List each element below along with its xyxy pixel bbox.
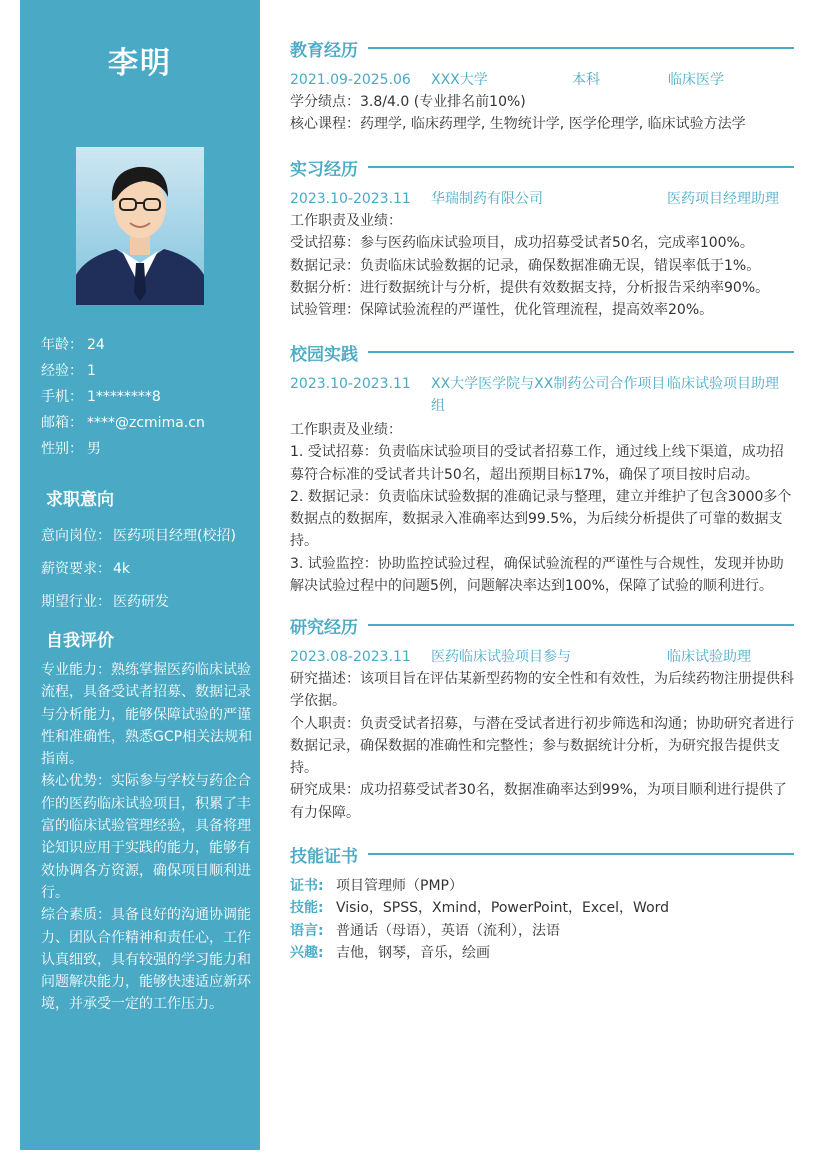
body-line: 数据记录：负责临床试验数据的记录，确保数据准确无误，错误率低于1%。 — [290, 257, 761, 274]
section-header — [290, 35, 794, 61]
intent-value: 医药项目经理(校招) — [113, 528, 236, 544]
entry-company: 华瑞制药有限公司 — [431, 191, 543, 207]
info-row-email — [41, 412, 251, 438]
info-value: ****@zcmima.cn — [87, 415, 205, 431]
education-section — [290, 35, 794, 136]
intent-value: 4k — [113, 561, 131, 577]
skill-row-hobbies — [290, 942, 794, 964]
self-eval-paragraph: 综合素质：具备良好的沟通协调能力、团队合作精神和责任心，工作认真细致，具有较强的学习能力和问题解决能力，能够快速适应新环境，并承受一定的工作压力。 — [41, 907, 251, 1013]
intent-label: 意向岗位： — [41, 528, 111, 544]
body-line: 工作职责及业绩： — [290, 213, 402, 229]
portrait-image — [76, 147, 204, 305]
info-row-experience — [41, 360, 251, 386]
entry-body — [290, 419, 794, 597]
section-title: 技能证书 — [290, 846, 358, 867]
research-section — [290, 612, 794, 824]
body-line: 2. 数据记录：负责临床试验数据的准确记录与整理，建立并维护了包含3000多个数据点的数据库，数据录入准确率达到99.5%，为后续分析提供了可靠的数据支持。 — [290, 488, 792, 550]
info-value: 24 — [87, 337, 105, 353]
internship-section — [290, 154, 794, 321]
info-label: 性别： — [41, 441, 83, 457]
body-line: 研究描述：该项目旨在评估某新型药物的安全性和有效性，为后续药物注册提供科学依据。 — [290, 671, 794, 710]
intent-row-industry — [41, 591, 251, 624]
info-value: 1********8 — [87, 389, 161, 405]
info-label: 邮箱： — [41, 415, 83, 431]
info-row-age — [41, 334, 251, 360]
self-eval-paragraph: 核心优势：实际参与学校与药企合作的医药临床试验项目，积累了丰富的临床试验管理经验，具备将理论知识应用于实践的能力，能够有效协调各方资源，确保项目顺利进行。 — [41, 773, 251, 901]
entry-degree: 本科 — [572, 72, 600, 88]
section-divider — [368, 624, 794, 626]
skill-label: 证书: — [290, 878, 324, 894]
skills-list — [290, 875, 794, 964]
body-line: 受试招募：参与医药临床试验项目，成功招募受试者50名，完成率100%。 — [290, 235, 754, 252]
entry-role: 医药项目经理助理 — [667, 191, 779, 207]
entry-date: 2023.10-2023.11 — [290, 376, 411, 392]
section-header — [290, 841, 794, 867]
body-line: 3. 试验监控：协助监控试验过程，确保试验流程的严谨性与合规性，发现并协助解决试验过程中的问题5例，问题解决率达到100%，保障了试验的顺利进行。 — [290, 555, 784, 595]
entry-body — [290, 91, 794, 136]
candidate-name: 李明 — [108, 46, 172, 81]
campus-section — [290, 339, 794, 597]
info-label: 手机： — [41, 389, 83, 405]
skill-value: 项目管理师（PMP） — [336, 878, 463, 894]
skill-label: 兴趣: — [290, 944, 324, 961]
intent-label: 薪资要求： — [41, 561, 111, 577]
section-divider — [368, 351, 794, 353]
section-divider — [368, 853, 794, 855]
section-divider — [368, 47, 794, 49]
skill-label: 语言: — [290, 922, 324, 939]
body-line: 工作职责及业绩： — [290, 422, 402, 438]
entry-body — [290, 210, 794, 321]
skill-row-languages — [290, 920, 794, 942]
job-intent — [41, 525, 251, 624]
intent-value: 医药研发 — [113, 594, 169, 610]
entry-date: 2023.10-2023.11 — [290, 191, 411, 207]
entry-header — [290, 69, 794, 91]
skill-value: Visio，SPSS，Xmind，PowerPoint，Excel，Word — [336, 900, 670, 917]
body-line: 试验管理：保障试验流程的严谨性，优化管理流程，提高效率20%。 — [290, 302, 714, 319]
entry-role: 临床试验助理 — [667, 649, 751, 665]
info-label: 经验： — [41, 363, 83, 379]
skill-value: 吉他，钢琴，音乐，绘画 — [336, 944, 490, 961]
entry-header — [290, 188, 794, 210]
skill-row-certificate — [290, 875, 794, 897]
intent-label: 期望行业： — [41, 594, 111, 610]
section-title: 教育经历 — [290, 40, 358, 61]
section-header — [290, 339, 794, 365]
section-title: 校园实践 — [290, 344, 358, 365]
skill-label: 技能: — [290, 900, 324, 917]
entry-date: 2023.08-2023.11 — [290, 649, 411, 665]
entry-header — [290, 646, 794, 668]
self-eval-text — [41, 659, 261, 1016]
entry-org: XX大学医学院与XX制药公司合作项目组 — [431, 376, 666, 414]
info-row-gender — [41, 438, 251, 464]
entry-project: 医药临床试验项目参与 — [431, 649, 571, 665]
section-divider — [368, 166, 794, 168]
section-title: 实习经历 — [290, 159, 358, 180]
info-value: 男 — [87, 441, 101, 457]
intent-row-position — [41, 525, 251, 558]
skills-section — [290, 841, 794, 964]
self-eval-paragraph: 专业能力：熟练掌握医药临床试验流程，具备受试者招募、数据记录与分析能力，能够保障试验的严谨性和准确性，熟悉GCP相关法规和指南。 — [41, 662, 253, 768]
section-header — [290, 612, 794, 638]
section-title: 研究经历 — [290, 617, 358, 638]
entry-date: 2021.09-2025.06 — [290, 72, 411, 88]
body-line: 1. 受试招募：负责临床试验项目的受试者招募工作，通过线上线下渠道，成功招募符合标准的受试者共计50名，超出预期目标17%，确保了项目按时启动。 — [290, 444, 784, 483]
info-row-phone — [41, 386, 251, 412]
intent-row-salary — [41, 558, 251, 591]
entry-body — [290, 668, 794, 824]
entry-major: 临床医学 — [668, 72, 724, 88]
basic-info — [41, 334, 251, 464]
entry-role: 临床试验项目助理 — [667, 376, 779, 392]
skill-row-skills — [290, 897, 794, 919]
sidebar — [20, 0, 260, 1150]
body-line: 核心课程：药理学, 临床药理学, 生物统计学, 医学伦理学, 临床试验方法学 — [290, 116, 746, 133]
section-header — [290, 154, 794, 180]
skill-value: 普通话（母语），英语（流利），法语 — [336, 922, 560, 939]
intent-title: 求职意向 — [46, 490, 114, 510]
body-line: 个人职责：负责受试者招募，与潜在受试者进行初步筛选和沟通；协助研究者进行数据记录，确保数据的准确性和完整性；参与数据统计分析，为研究报告提供支持。 — [290, 715, 794, 777]
self-eval-title: 自我评价 — [46, 631, 114, 651]
entry-school: XXX大学 — [431, 72, 488, 88]
body-line: 学分绩点：3.8/4.0 (专业排名前10%) — [290, 94, 526, 110]
entry-header — [290, 373, 794, 417]
info-value: 1 — [87, 363, 96, 379]
body-line: 数据分析：进行数据统计与分析，提供有效数据支持，分析报告采纳率90%。 — [290, 279, 770, 296]
info-label: 年龄： — [41, 337, 83, 353]
body-line: 研究成果：成功招募受试者30名，数据准确率达到99%，为项目顺利进行提供了有力保障。 — [290, 782, 787, 821]
profile-photo — [76, 147, 204, 305]
